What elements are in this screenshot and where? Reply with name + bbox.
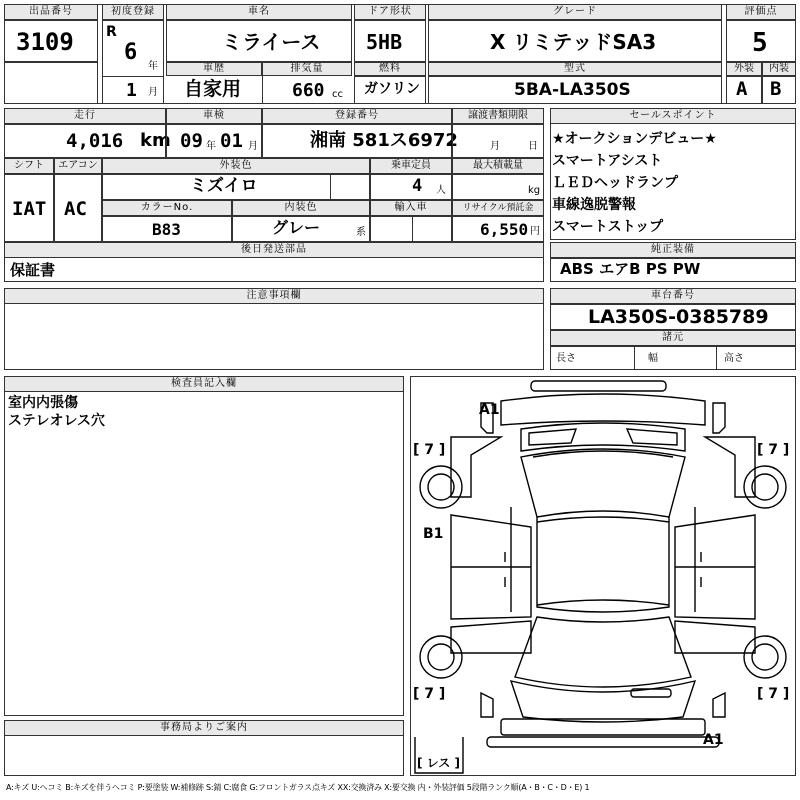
score-header: 評価点 bbox=[726, 4, 796, 20]
year-unit: 年 bbox=[148, 61, 158, 72]
import-div bbox=[412, 216, 413, 242]
tire-depth: [ 7 ] bbox=[757, 686, 790, 702]
mileage-header: 走行 bbox=[4, 108, 166, 124]
sales-item: ★オークションデビュー★ bbox=[552, 131, 717, 147]
displacement-div bbox=[262, 76, 263, 104]
insp-month: 01 bbox=[220, 130, 243, 152]
model: 5BA-LA350S bbox=[514, 80, 631, 100]
reg-year: 6 bbox=[124, 40, 138, 65]
door-type: 5HB bbox=[366, 30, 403, 54]
load-unit: kg bbox=[528, 185, 541, 196]
damage-mark: B1 bbox=[423, 526, 444, 542]
capacity-unit: 人 bbox=[436, 185, 446, 196]
office-header: 事務局よりご案内 bbox=[4, 720, 404, 736]
int-color-header: 内装色 bbox=[232, 200, 370, 216]
score: 5 bbox=[752, 28, 768, 58]
transfer-day-unit: 日 bbox=[528, 141, 538, 152]
color-no: B83 bbox=[152, 220, 181, 239]
ext-color-header: 外装色 bbox=[102, 158, 370, 174]
sales-item: スマートストップ bbox=[552, 219, 664, 235]
grade: X リミテッドSA3 bbox=[490, 30, 657, 54]
history-header: 車歴 bbox=[166, 62, 262, 76]
legend: A:キズ U:ヘコミ B:キズを伴うヘコミ P:要塗装 W:補修跡 S:錆 C:腐食 G:フロントガラス点キズ XX:交換済み X:要交換 内・外装評価 5段階ランク順(A・B・C・D・E) 1 bbox=[6, 783, 590, 792]
car-diagram bbox=[410, 376, 796, 776]
recycle: 6,550 bbox=[480, 220, 529, 239]
sales-item: スマートアシスト bbox=[552, 153, 663, 169]
int-color-suffix: 系 bbox=[356, 227, 366, 238]
spare-tire: [ レス ] bbox=[417, 756, 460, 770]
ext-color: ミズイロ bbox=[190, 176, 258, 196]
inspector-line: ステレオレス穴 bbox=[8, 413, 106, 429]
exterior-score: A bbox=[736, 78, 748, 100]
inspector-line: 室内内張傷 bbox=[8, 395, 78, 411]
plate: 湘南 581ス6972 bbox=[310, 130, 458, 151]
length-label: 長さ bbox=[556, 353, 576, 364]
transfer-month-unit: 月 bbox=[490, 141, 500, 152]
sales-header: セールスポイント bbox=[550, 108, 796, 124]
width-label: 幅 bbox=[648, 353, 658, 364]
import-cell bbox=[370, 216, 452, 242]
sales-item: ＬＥＤヘッドランプ bbox=[552, 175, 678, 191]
fuel-header: 燃料 bbox=[354, 62, 426, 76]
car-name-header: 車名 bbox=[166, 4, 352, 20]
shift: IAT bbox=[12, 198, 47, 220]
inspector-header: 検査員記入欄 bbox=[4, 376, 404, 392]
chassis-header: 車台番号 bbox=[550, 288, 796, 304]
recycle-unit: 円 bbox=[530, 226, 540, 237]
later-items: 保証書 bbox=[10, 261, 56, 279]
month-unit: 月 bbox=[148, 87, 158, 98]
sales-item: 車線逸脱警報 bbox=[552, 197, 636, 213]
displacement-unit: cc bbox=[332, 89, 343, 100]
fuel: ガソリン bbox=[364, 81, 420, 97]
tire-depth: [ 7 ] bbox=[413, 442, 446, 458]
transfer-header: 譲渡書類期限 bbox=[452, 108, 544, 124]
model-header: 型式 bbox=[428, 62, 722, 76]
mileage-unit: km bbox=[140, 130, 171, 151]
history: 自家用 bbox=[184, 78, 242, 100]
car-name: ミライース bbox=[222, 30, 321, 54]
capacity-header: 乗車定員 bbox=[370, 158, 452, 174]
equip-header: 純正装備 bbox=[550, 242, 796, 258]
era: R bbox=[106, 24, 117, 40]
spec-header: 諸元 bbox=[550, 330, 796, 346]
interior-score: B bbox=[770, 78, 782, 100]
spec-row bbox=[550, 346, 796, 370]
displacement: 660 bbox=[292, 80, 325, 101]
chassis-no: LA350S-0385789 bbox=[588, 306, 769, 328]
lot-no: 3109 bbox=[16, 28, 74, 56]
spec-div1 bbox=[634, 346, 635, 370]
int-color: グレー bbox=[272, 218, 321, 237]
lot-no-header: 出品番号 bbox=[4, 4, 98, 20]
shift-header: シフト bbox=[4, 158, 54, 174]
color-no-header: カラーNo. bbox=[102, 200, 232, 216]
height-label: 高さ bbox=[724, 353, 744, 364]
equip: ABS エアB PS PW bbox=[560, 260, 701, 278]
capacity: 4 bbox=[412, 176, 423, 196]
mileage: 4,016 bbox=[66, 130, 124, 152]
reg-month: 1 bbox=[126, 80, 137, 101]
inspection-header: 車検 bbox=[166, 108, 262, 124]
displacement-header: 排気量 bbox=[262, 62, 352, 76]
lot-no-blank bbox=[4, 62, 98, 104]
damage-mark: A1 bbox=[479, 402, 500, 418]
car-outline bbox=[411, 377, 795, 775]
plate-header: 登録番号 bbox=[262, 108, 452, 124]
exterior-header: 外装 bbox=[726, 62, 762, 76]
ext-color-div bbox=[330, 174, 331, 200]
recycle-header: リサイクル預託金 bbox=[452, 200, 544, 216]
insp-month-unit: 月 bbox=[248, 141, 258, 152]
spec-div2 bbox=[716, 346, 717, 370]
load-header: 最大積載量 bbox=[452, 158, 544, 174]
tire-depth: [ 7 ] bbox=[413, 686, 446, 702]
insp-year-unit: 年 bbox=[206, 141, 216, 152]
door-header: ドア形状 bbox=[354, 4, 426, 20]
sales-list bbox=[552, 128, 794, 238]
ac: AC bbox=[64, 198, 87, 220]
import-header: 輸入車 bbox=[370, 200, 452, 216]
interior-header: 内装 bbox=[762, 62, 796, 76]
first-reg-header: 初度登録 bbox=[102, 4, 164, 20]
tire-depth: [ 7 ] bbox=[757, 442, 790, 458]
insp-year: 09 bbox=[180, 130, 203, 152]
notes-header: 注意事項欄 bbox=[4, 288, 544, 304]
reg-month-line bbox=[102, 76, 164, 77]
ac-header: エアコン bbox=[54, 158, 102, 174]
damage-mark: A1 bbox=[703, 732, 724, 748]
later-header: 後日発送部品 bbox=[4, 242, 544, 258]
grade-header: グレード bbox=[428, 4, 722, 20]
